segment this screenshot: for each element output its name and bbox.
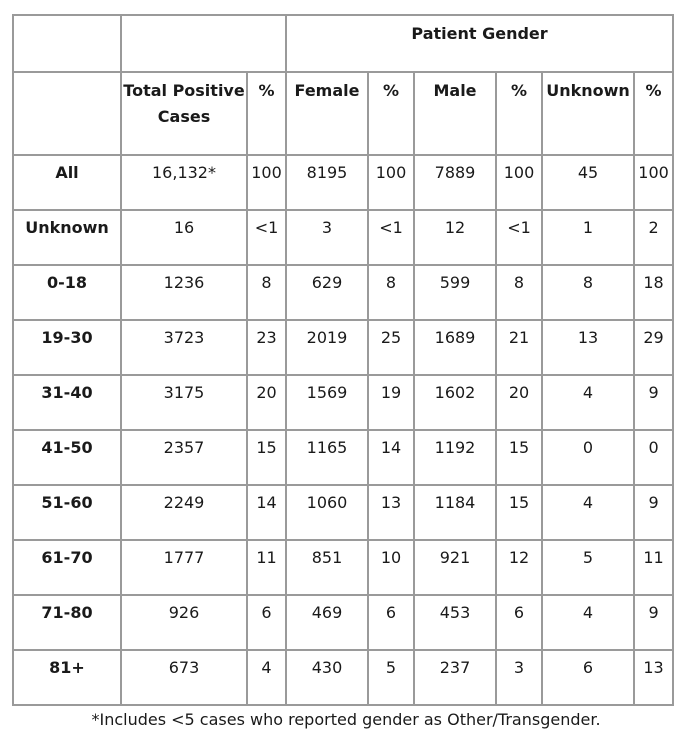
- unknown-cell: 13: [542, 320, 634, 375]
- total-percent-cell: 11: [247, 540, 286, 595]
- female-percent-cell: 14: [368, 430, 414, 485]
- male-cell: 453: [414, 595, 496, 650]
- table-row: [13, 265, 673, 320]
- table-row: [13, 320, 673, 375]
- total-cell: 2357: [121, 430, 247, 485]
- table-row: [13, 155, 673, 210]
- empty-corner-cell: [13, 15, 121, 72]
- female-cell: 3: [286, 210, 368, 265]
- unknown-cell: 0: [542, 430, 634, 485]
- female-cell: 851: [286, 540, 368, 595]
- female-percent-cell: 6: [368, 595, 414, 650]
- total-percent-header: %: [247, 72, 286, 155]
- empty-label-header-cell: [13, 72, 121, 155]
- total-percent-cell: 15: [247, 430, 286, 485]
- total-percent-cell: 100: [247, 155, 286, 210]
- unknown-cell: 6: [542, 650, 634, 705]
- unknown-percent-header: %: [634, 72, 673, 155]
- unknown-percent-cell: 9: [634, 595, 673, 650]
- female-cell: 2019: [286, 320, 368, 375]
- unknown-cell: 4: [542, 485, 634, 540]
- female-percent-cell: 25: [368, 320, 414, 375]
- female-percent-cell: 8: [368, 265, 414, 320]
- female-percent-header: %: [368, 72, 414, 155]
- table-row: [13, 650, 673, 705]
- male-percent-cell: 3: [496, 650, 542, 705]
- unknown-cell: 5: [542, 540, 634, 595]
- unknown-percent-cell: 29: [634, 320, 673, 375]
- male-percent-header: %: [496, 72, 542, 155]
- total-percent-cell: 20: [247, 375, 286, 430]
- unknown-percent-cell: 11: [634, 540, 673, 595]
- unknown-cell: 45: [542, 155, 634, 210]
- footnote: *Includes <5 cases who reported gender as Other/Transgender.: [91, 710, 601, 729]
- female-cell: 629: [286, 265, 368, 320]
- total-percent-cell: 4: [247, 650, 286, 705]
- male-percent-cell: 12: [496, 540, 542, 595]
- age-group-label: 19-30: [13, 320, 121, 375]
- unknown-cell: 1: [542, 210, 634, 265]
- unknown-percent-cell: 9: [634, 375, 673, 430]
- male-cell: 1602: [414, 375, 496, 430]
- total-percent-cell: 6: [247, 595, 286, 650]
- unknown-percent-cell: 2: [634, 210, 673, 265]
- female-cell: 1569: [286, 375, 368, 430]
- male-percent-cell: 8: [496, 265, 542, 320]
- cases-table: [12, 14, 674, 706]
- male-cell: 7889: [414, 155, 496, 210]
- total-percent-cell: <1: [247, 210, 286, 265]
- female-percent-cell: 13: [368, 485, 414, 540]
- age-group-label: 41-50: [13, 430, 121, 485]
- total-percent-cell: 8: [247, 265, 286, 320]
- age-group-label: Unknown: [13, 210, 121, 265]
- male-percent-cell: 100: [496, 155, 542, 210]
- male-cell: 1192: [414, 430, 496, 485]
- table-row: [13, 595, 673, 650]
- male-percent-cell: <1: [496, 210, 542, 265]
- female-percent-cell: 10: [368, 540, 414, 595]
- total-cell: 3723: [121, 320, 247, 375]
- patient-gender-header: Patient Gender: [286, 15, 673, 72]
- male-cell: 1184: [414, 485, 496, 540]
- total-cell: 2249: [121, 485, 247, 540]
- unknown-percent-cell: 0: [634, 430, 673, 485]
- male-cell: 237: [414, 650, 496, 705]
- age-group-label: 51-60: [13, 485, 121, 540]
- unknown-cell: 8: [542, 265, 634, 320]
- empty-total-group-cell: [121, 15, 286, 72]
- male-cell: 921: [414, 540, 496, 595]
- column-header-row: [13, 72, 673, 155]
- female-percent-cell: 5: [368, 650, 414, 705]
- total-cell: 673: [121, 650, 247, 705]
- total-positive-cases-header: Total Positive Cases: [121, 72, 247, 155]
- age-group-label: All: [13, 155, 121, 210]
- unknown-gender-header: Unknown: [542, 72, 634, 155]
- female-cell: 430: [286, 650, 368, 705]
- age-group-label: 71-80: [13, 595, 121, 650]
- total-cell: 1236: [121, 265, 247, 320]
- group-header-row: [13, 15, 673, 72]
- age-group-label: 31-40: [13, 375, 121, 430]
- male-cell: 1689: [414, 320, 496, 375]
- table-row: [13, 375, 673, 430]
- age-group-label: 81+: [13, 650, 121, 705]
- female-cell: 1060: [286, 485, 368, 540]
- male-header: Male: [414, 72, 496, 155]
- male-percent-cell: 6: [496, 595, 542, 650]
- female-cell: 8195: [286, 155, 368, 210]
- total-cell: 16: [121, 210, 247, 265]
- total-percent-cell: 14: [247, 485, 286, 540]
- female-header: Female: [286, 72, 368, 155]
- table-body: [13, 15, 673, 705]
- unknown-percent-cell: 13: [634, 650, 673, 705]
- unknown-cell: 4: [542, 595, 634, 650]
- male-percent-cell: 15: [496, 485, 542, 540]
- total-cell: 16,132*: [121, 155, 247, 210]
- total-cell: 926: [121, 595, 247, 650]
- age-group-label: 61-70: [13, 540, 121, 595]
- total-cell: 1777: [121, 540, 247, 595]
- male-percent-cell: 15: [496, 430, 542, 485]
- male-percent-cell: 20: [496, 375, 542, 430]
- table-row: [13, 485, 673, 540]
- male-cell: 599: [414, 265, 496, 320]
- table-row: [13, 540, 673, 595]
- unknown-cell: 4: [542, 375, 634, 430]
- unknown-percent-cell: 100: [634, 155, 673, 210]
- female-percent-cell: 19: [368, 375, 414, 430]
- unknown-percent-cell: 18: [634, 265, 673, 320]
- male-cell: 12: [414, 210, 496, 265]
- unknown-percent-cell: 9: [634, 485, 673, 540]
- female-cell: 1165: [286, 430, 368, 485]
- male-percent-cell: 21: [496, 320, 542, 375]
- table-row: [13, 430, 673, 485]
- female-cell: 469: [286, 595, 368, 650]
- age-group-label: 0-18: [13, 265, 121, 320]
- total-cell: 3175: [121, 375, 247, 430]
- female-percent-cell: 100: [368, 155, 414, 210]
- table-row: [13, 210, 673, 265]
- total-percent-cell: 23: [247, 320, 286, 375]
- female-percent-cell: <1: [368, 210, 414, 265]
